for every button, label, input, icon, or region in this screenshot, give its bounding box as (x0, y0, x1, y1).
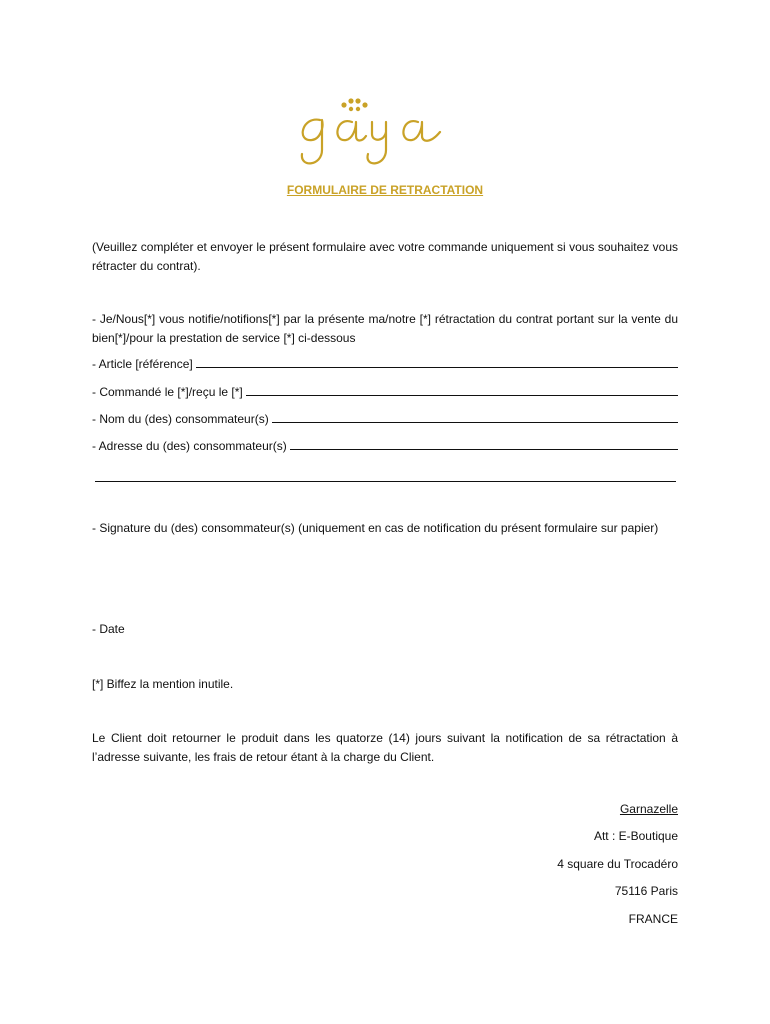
recipient-country: FRANCE (628, 912, 678, 926)
consumer-address-field[interactable] (92, 437, 678, 456)
signature-paragraph: - Signature du (des) consommateur(s) (uniquement en cas de notification du présent formulaire sur papier) (92, 521, 659, 535)
address-continuation-line[interactable] (95, 481, 676, 482)
date-label: - Date (92, 622, 125, 636)
return-paragraph: Le Client doit retourner le produit dans les quatorze (14) jours suivant la notification de sa rétractation à l’adresse suivante, les frais de retour étant à la charge du Client. (92, 731, 678, 764)
consumer-name-line[interactable] (272, 410, 678, 423)
article-field[interactable] (92, 355, 678, 374)
recipient-attention: Att : E-Boutique (593, 829, 678, 843)
recipient-company: Garnazelle (619, 802, 678, 816)
consumer-address-label: - Adresse du (des) consommateur(s) (92, 439, 287, 453)
order-date-label: - Commandé le [*]/reçu le [*] (92, 385, 243, 399)
consumer-address-line[interactable] (290, 437, 678, 450)
recipient-street: 4 square du Trocadéro (557, 857, 678, 871)
intro-paragraph: (Veuillez compléter et envoyer le présent formulaire avec votre commande uniquement si vous souhaitez vous rétracter du contrat). (92, 240, 678, 273)
consumer-name-field[interactable] (92, 410, 678, 429)
consumer-name-label: - Nom du (des) consommateur(s) (92, 412, 269, 426)
form-title: FORMULAIRE DE RETRACTATION (286, 183, 484, 197)
article-label: - Article [référence] (92, 357, 193, 371)
article-line[interactable] (196, 355, 678, 368)
gaya-logo (290, 92, 480, 172)
notice-paragraph: - Je/Nous[*] vous notifie/notifions[*] par la présente ma/notre [*] rétractation du contrat portant sur la vente du bien[*]/pour la prestation de service [*] ci-dessous (92, 312, 678, 345)
footnote: [*] Biffez la mention inutile. (92, 677, 234, 691)
order-date-field[interactable] (92, 383, 678, 402)
recipient-city: 75116 Paris (614, 884, 678, 898)
order-date-line[interactable] (246, 383, 678, 396)
